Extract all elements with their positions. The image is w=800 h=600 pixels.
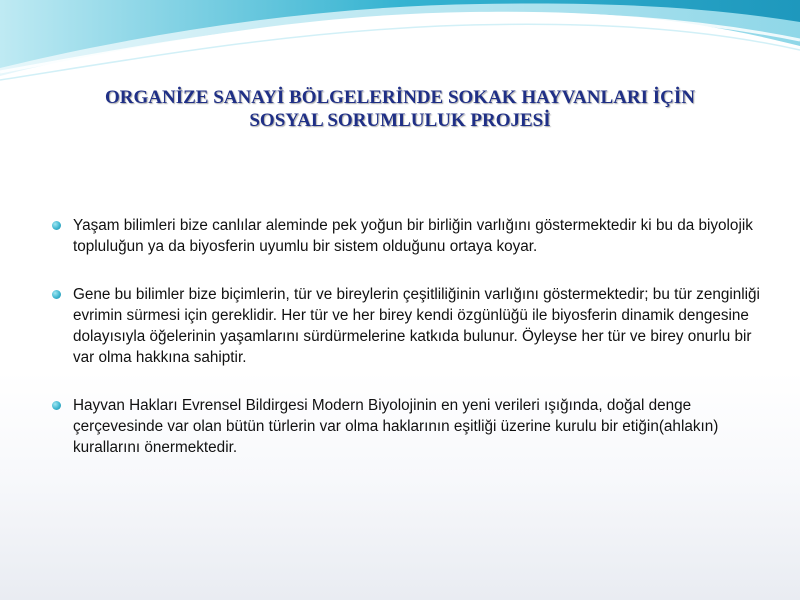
bullet-text-1: Yaşam bilimleri bize canlılar aleminde pek yoğun bir birliğin varlığını göstermektedir ki bu da biyolojik topluluğun ya da biyosferin uyumlu bir sistem olduğunu ortaya koyar.: [73, 217, 753, 255]
bullet-item-3: [52, 395, 762, 458]
title-line-2: SOSYAL SORUMLULUK PROJESİ: [249, 110, 551, 131]
bullet-text-2: Gene bu bilimler bize biçimlerin, tür ve bireylerin çeşitliliğinin varlığını göstermektedir; bu tür zenginliği evrimin sürmesi için gereklidir. Her tür ve her birey kendi özgünlüğü ile biyosferin dinamik dengesine dolayısıyla öğelerinin yaşamlarını sürdürmelerine katkıda bulunur. Öyleyse her tür ve birey onurlu bir var olma hakkına sahiptir.: [73, 286, 760, 366]
header-wave-decoration: [0, 0, 800, 82]
bullet-item-1: [52, 215, 762, 257]
bullet-text-3: Hayvan Hakları Evrensel Bildirgesi Modern Biyolojinin en yeni verileri ışığında, doğal denge çerçevesinde var olan bütün türlerin var olma haklarının eşitliği üzerine kurulu bir etiğin(ahlakın) kurallarını önermektedir.: [73, 397, 719, 456]
slide-title: [60, 86, 740, 132]
bullet-list: [52, 215, 762, 485]
bullet-item-2: [52, 284, 762, 368]
title-line-1: ORGANİZE SANAYİ BÖLGELERİNDE SOKAK HAYVANLARI İÇİN: [104, 87, 696, 108]
bullet-icon: [52, 401, 61, 410]
bullet-icon: [52, 290, 61, 299]
bullet-icon: [52, 221, 61, 230]
